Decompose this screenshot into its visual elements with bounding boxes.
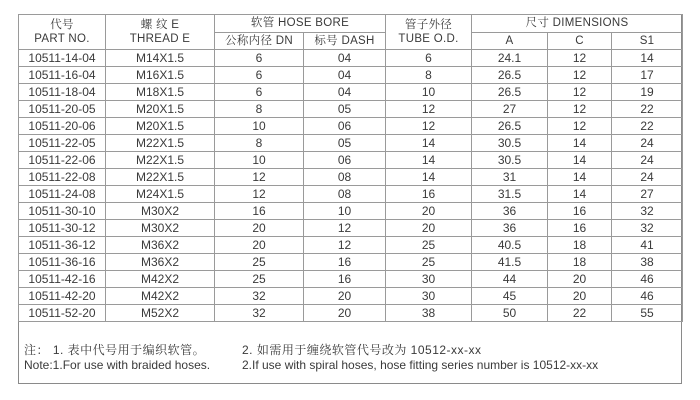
thread-cell: M36X2 [106, 254, 215, 271]
table-row [19, 67, 683, 84]
header-tube-od-zh: 管子外径 [404, 19, 453, 31]
thread-cell: M22X1.5 [106, 152, 215, 169]
tube-od-cell: 25 [386, 237, 472, 254]
part-no-cell: 10511-14-04 [19, 50, 106, 67]
specification-table [18, 14, 683, 322]
header-dn: 公称内径 DN [215, 32, 304, 50]
dash-cell: 12 [304, 237, 386, 254]
table-row [19, 254, 683, 271]
dash-cell: 06 [304, 152, 386, 169]
thread-cell: M42X2 [106, 271, 215, 288]
thread-cell: M18X1.5 [106, 84, 215, 101]
dim-s1-cell: 46 [612, 288, 683, 305]
part-no-cell: 10511-22-08 [19, 169, 106, 186]
dim-c-cell: 14 [548, 186, 612, 203]
note-en-1: Note:1.For use with braided hoses. [24, 358, 211, 372]
part-no-cell: 10511-20-05 [19, 101, 106, 118]
dim-a-cell: 30.5 [472, 135, 548, 152]
header-s1: S1 [612, 32, 683, 50]
part-no-cell: 10511-18-04 [19, 84, 106, 101]
tube-od-cell: 20 [386, 220, 472, 237]
part-no-cell: 10511-16-04 [19, 67, 106, 84]
part-no-cell: 10511-36-16 [19, 254, 106, 271]
header-part-no [19, 15, 106, 50]
dim-s1-cell: 46 [612, 271, 683, 288]
tube-od-cell: 16 [386, 186, 472, 203]
dn-cell: 12 [215, 169, 304, 186]
dim-c-cell: 12 [548, 101, 612, 118]
dim-s1-cell: 14 [612, 50, 683, 67]
dim-s1-cell: 22 [612, 101, 683, 118]
dim-c-cell: 14 [548, 152, 612, 169]
dash-cell: 20 [304, 305, 386, 322]
dash-cell: 08 [304, 186, 386, 203]
dash-cell: 04 [304, 84, 386, 101]
dn-cell: 6 [215, 50, 304, 67]
table-row [19, 50, 683, 67]
table-row [19, 203, 683, 220]
dn-cell: 12 [215, 186, 304, 203]
dim-c-cell: 22 [548, 305, 612, 322]
dim-a-cell: 30.5 [472, 152, 548, 169]
table-row [19, 152, 683, 169]
dim-s1-cell: 32 [612, 203, 683, 220]
dash-cell: 08 [304, 169, 386, 186]
dim-a-cell: 26.5 [472, 67, 548, 84]
table-row [19, 237, 683, 254]
tube-od-cell: 25 [386, 254, 472, 271]
tube-od-cell: 14 [386, 135, 472, 152]
dim-c-cell: 18 [548, 254, 612, 271]
header-part-no-en: PART NO. [34, 33, 90, 45]
dim-s1-cell: 19 [612, 84, 683, 101]
thread-cell: M20X1.5 [106, 118, 215, 135]
dn-cell: 25 [215, 254, 304, 271]
part-no-cell: 10511-24-08 [19, 186, 106, 203]
header-thread-en: THREAD E [129, 33, 191, 45]
dn-cell: 6 [215, 84, 304, 101]
header-part-no-zh: 代号 [50, 19, 74, 31]
part-no-cell: 10511-22-05 [19, 135, 106, 152]
part-no-cell: 10511-30-10 [19, 203, 106, 220]
note-zh-1: 注： 1. 表中代号用于编织软管。 [24, 343, 206, 357]
dim-s1-cell: 38 [612, 254, 683, 271]
notes-zh-line [24, 343, 674, 358]
part-no-cell: 10511-20-06 [19, 118, 106, 135]
dim-a-cell: 26.5 [472, 118, 548, 135]
tube-od-cell: 30 [386, 288, 472, 305]
table-row [19, 220, 683, 237]
thread-cell: M36X2 [106, 237, 215, 254]
header-thread [106, 15, 215, 50]
dn-cell: 25 [215, 271, 304, 288]
thread-cell: M20X1.5 [106, 101, 215, 118]
dim-s1-cell: 24 [612, 135, 683, 152]
tube-od-cell: 10 [386, 84, 472, 101]
table-row [19, 118, 683, 135]
note-en-2: 2.If use with spiral hoses, hose fitting series number is 10512-xx-xx [242, 358, 599, 372]
thread-cell: M22X1.5 [106, 135, 215, 152]
dash-cell: 06 [304, 118, 386, 135]
dn-cell: 8 [215, 101, 304, 118]
dim-c-cell: 20 [548, 271, 612, 288]
dim-c-cell: 14 [548, 135, 612, 152]
dim-a-cell: 50 [472, 305, 548, 322]
part-no-cell: 10511-52-20 [19, 305, 106, 322]
tube-od-cell: 12 [386, 101, 472, 118]
header-c: C [548, 32, 612, 50]
dn-cell: 32 [215, 288, 304, 305]
dim-c-cell: 14 [548, 169, 612, 186]
dn-cell: 32 [215, 305, 304, 322]
dim-c-cell: 18 [548, 237, 612, 254]
dim-c-cell: 12 [548, 118, 612, 135]
dash-cell: 10 [304, 203, 386, 220]
table-row [19, 135, 683, 152]
header-dimensions: 尺寸 DIMENSIONS [472, 15, 683, 33]
notes [24, 343, 674, 373]
dim-a-cell: 36 [472, 203, 548, 220]
dim-a-cell: 31 [472, 169, 548, 186]
dim-a-cell: 27 [472, 101, 548, 118]
tube-od-cell: 8 [386, 67, 472, 84]
dn-cell: 16 [215, 203, 304, 220]
dim-a-cell: 40.5 [472, 237, 548, 254]
tube-od-cell: 14 [386, 169, 472, 186]
dash-cell: 12 [304, 220, 386, 237]
note-zh-2: 2. 如需用于缠绕软管代号改为 10512-xx-xx [242, 343, 482, 357]
table-row [19, 186, 683, 203]
part-no-cell: 10511-36-12 [19, 237, 106, 254]
table-row [19, 84, 683, 101]
part-no-cell: 10511-22-06 [19, 152, 106, 169]
dim-c-cell: 12 [548, 50, 612, 67]
dash-cell: 04 [304, 67, 386, 84]
thread-cell: M14X1.5 [106, 50, 215, 67]
header-tube-od [386, 15, 472, 50]
tube-od-cell: 12 [386, 118, 472, 135]
table-row [19, 101, 683, 118]
dim-a-cell: 41.5 [472, 254, 548, 271]
table-row [19, 305, 683, 322]
thread-cell: M16X1.5 [106, 67, 215, 84]
dim-s1-cell: 32 [612, 220, 683, 237]
dash-cell: 16 [304, 271, 386, 288]
dim-c-cell: 12 [548, 84, 612, 101]
dim-a-cell: 31.5 [472, 186, 548, 203]
table-body [19, 50, 683, 322]
table-row [19, 288, 683, 305]
tube-od-cell: 6 [386, 50, 472, 67]
dn-cell: 6 [215, 67, 304, 84]
dim-c-cell: 12 [548, 67, 612, 84]
tube-od-cell: 14 [386, 152, 472, 169]
dim-s1-cell: 22 [612, 118, 683, 135]
dim-c-cell: 16 [548, 203, 612, 220]
dim-s1-cell: 27 [612, 186, 683, 203]
dim-a-cell: 36 [472, 220, 548, 237]
dim-a-cell: 26.5 [472, 84, 548, 101]
tube-od-cell: 30 [386, 271, 472, 288]
header-thread-zh: 螺 纹 E [140, 19, 180, 31]
header-hose-bore: 软管 HOSE BORE [215, 15, 386, 33]
dn-cell: 20 [215, 220, 304, 237]
dn-cell: 8 [215, 135, 304, 152]
dash-cell: 05 [304, 135, 386, 152]
table-row [19, 169, 683, 186]
dim-c-cell: 20 [548, 288, 612, 305]
dim-s1-cell: 41 [612, 237, 683, 254]
thread-cell: M30X2 [106, 203, 215, 220]
header-tube-od-en: TUBE O.D. [398, 33, 459, 45]
dim-s1-cell: 24 [612, 152, 683, 169]
dim-s1-cell: 17 [612, 67, 683, 84]
part-no-cell: 10511-42-16 [19, 271, 106, 288]
dim-a-cell: 44 [472, 271, 548, 288]
part-no-cell: 10511-30-12 [19, 220, 106, 237]
thread-cell: M24X1.5 [106, 186, 215, 203]
dn-cell: 20 [215, 237, 304, 254]
part-no-cell: 10511-42-20 [19, 288, 106, 305]
thread-cell: M52X2 [106, 305, 215, 322]
thread-cell: M22X1.5 [106, 169, 215, 186]
table-header [19, 15, 683, 50]
dn-cell: 10 [215, 118, 304, 135]
dash-cell: 05 [304, 101, 386, 118]
dim-c-cell: 16 [548, 220, 612, 237]
tube-od-cell: 38 [386, 305, 472, 322]
dim-s1-cell: 55 [612, 305, 683, 322]
header-a: A [472, 32, 548, 50]
header-dash: 标号 DASH [304, 32, 386, 50]
dn-cell: 10 [215, 152, 304, 169]
thread-cell: M42X2 [106, 288, 215, 305]
dim-a-cell: 45 [472, 288, 548, 305]
dim-a-cell: 24.1 [472, 50, 548, 67]
dash-cell: 04 [304, 50, 386, 67]
dash-cell: 20 [304, 288, 386, 305]
table-row [19, 271, 683, 288]
tube-od-cell: 20 [386, 203, 472, 220]
dash-cell: 16 [304, 254, 386, 271]
thread-cell: M30X2 [106, 220, 215, 237]
notes-en-line [24, 358, 674, 373]
dim-s1-cell: 24 [612, 169, 683, 186]
